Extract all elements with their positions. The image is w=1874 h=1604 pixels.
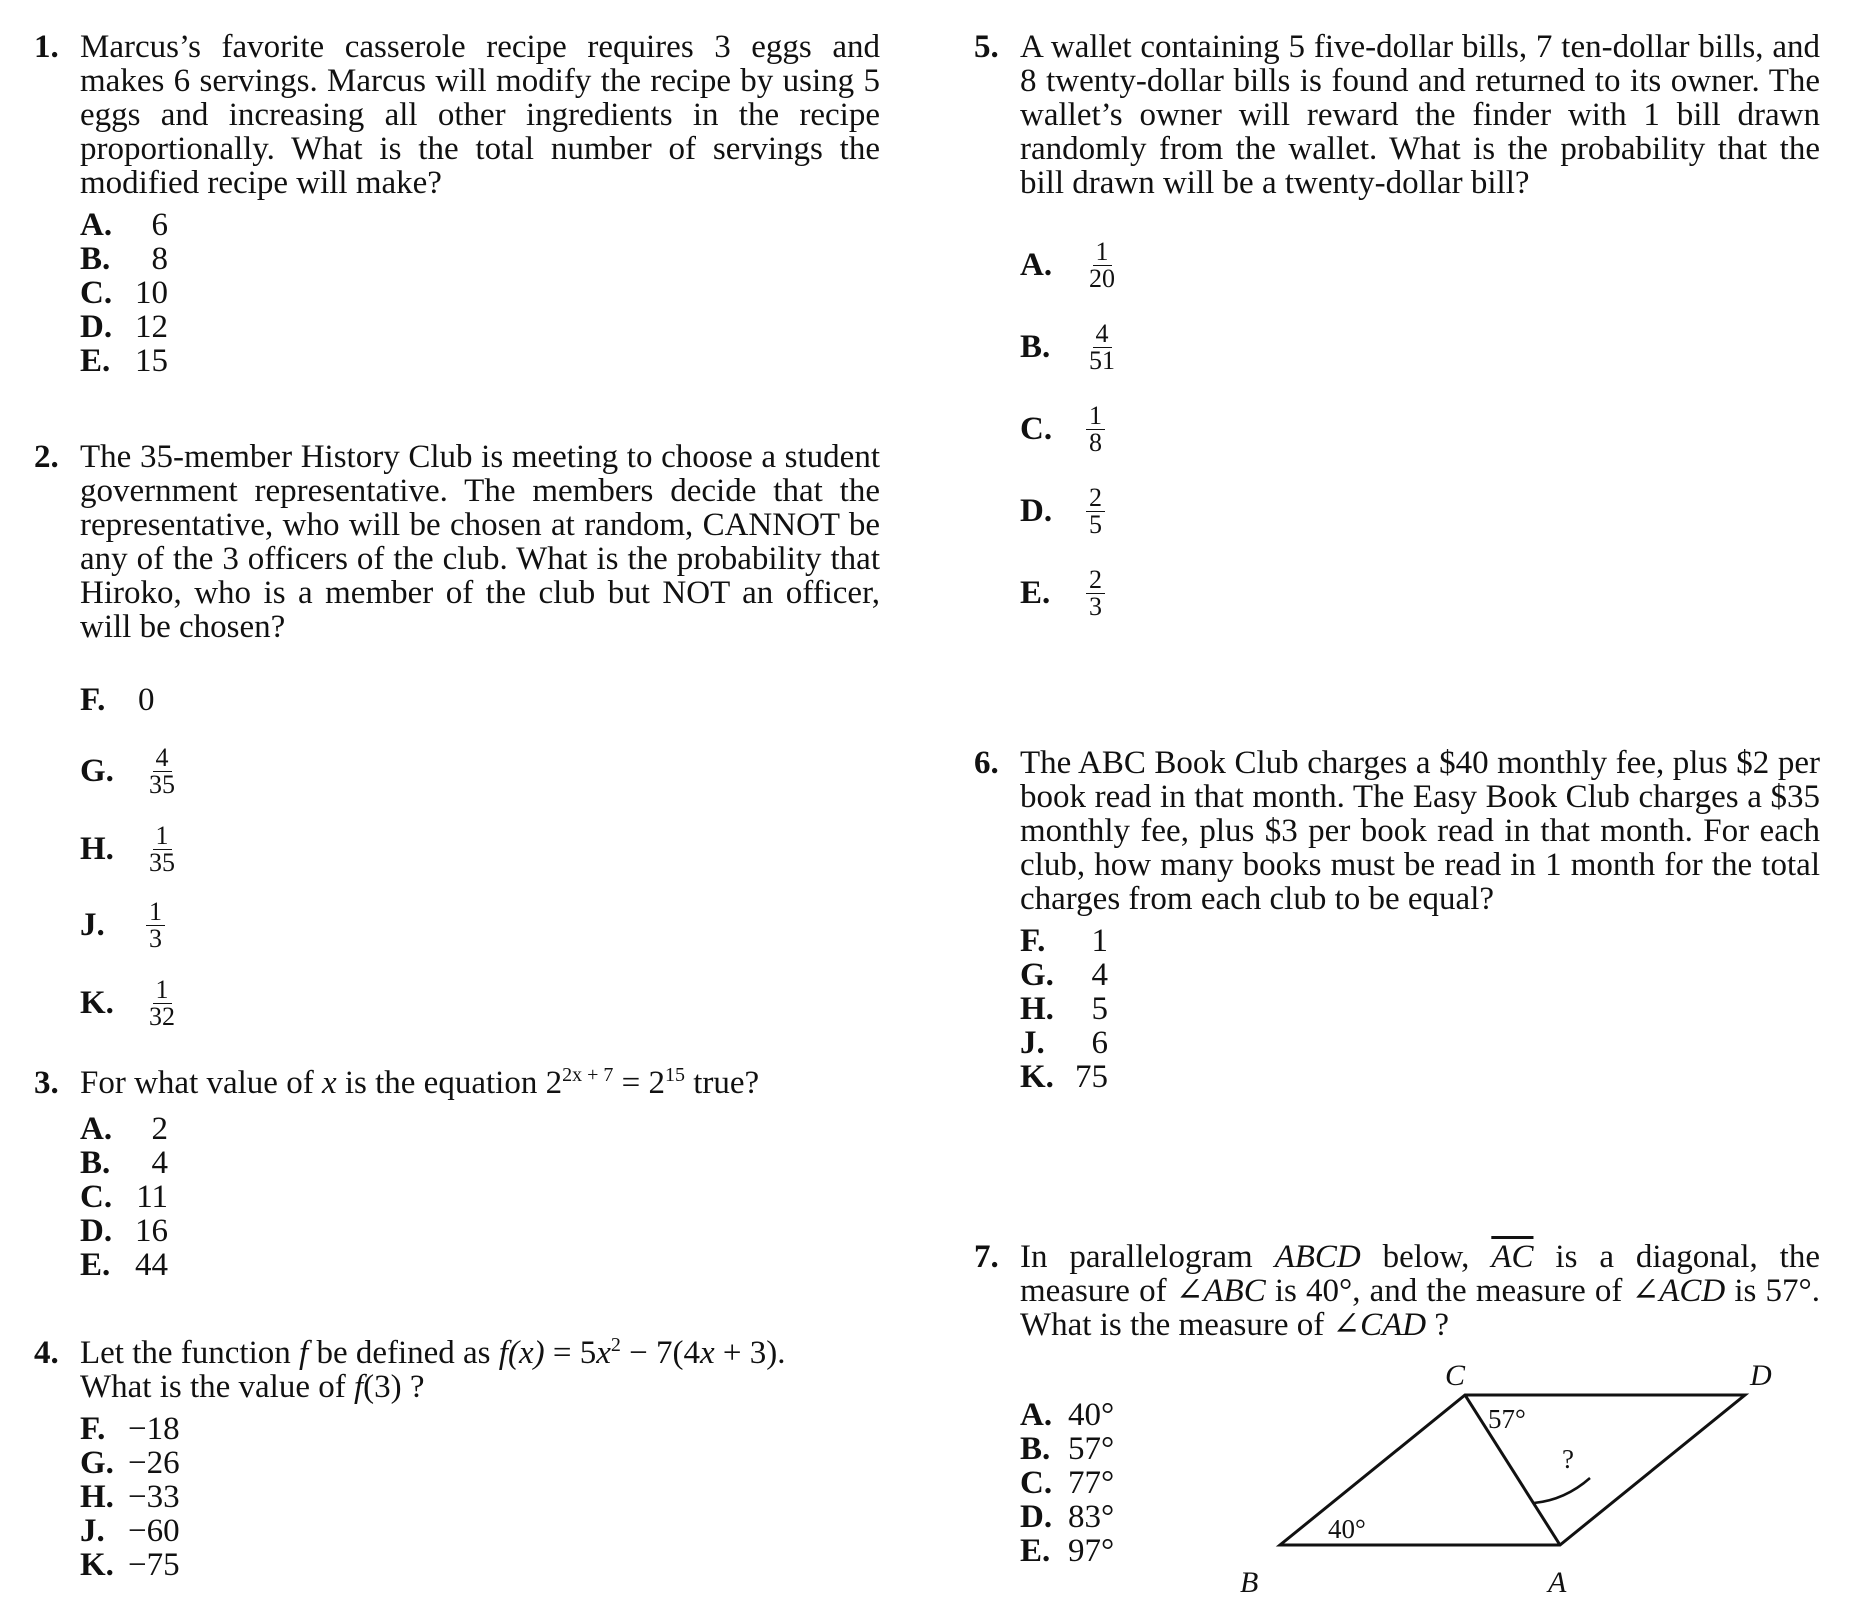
answer-option[interactable] xyxy=(1020,388,1820,470)
answer-options xyxy=(80,1412,880,1582)
answer-option[interactable] xyxy=(80,1480,880,1514)
vertex-label-c: C xyxy=(1445,1360,1466,1392)
answer-option[interactable] xyxy=(1020,958,1820,992)
fraction xyxy=(146,820,178,877)
option-value: 2 xyxy=(151,1111,168,1147)
answer-option[interactable] xyxy=(80,1514,880,1548)
option-label: E. xyxy=(1020,574,1051,611)
option-label: H. xyxy=(1020,991,1054,1027)
answer-option[interactable] xyxy=(80,886,880,964)
option-label: A. xyxy=(1020,246,1053,283)
answer-option[interactable] xyxy=(80,1180,880,1214)
option-value: 4 xyxy=(151,1145,168,1181)
question-text: In parallelogram ABCD below, $\overline{AC}$ is a diagonal, the measure of ∠ABC is 40°, and the measure of ∠ACD is 57°. What is the measure of ∠CAD ? xyxy=(1020,1239,1820,1343)
option-label: D. xyxy=(80,1213,113,1249)
option-label: G. xyxy=(80,1445,114,1481)
answer-option[interactable] xyxy=(80,1214,880,1248)
option-label: B. xyxy=(80,241,111,277)
answer-option[interactable] xyxy=(80,1112,880,1146)
option-label: C. xyxy=(80,275,113,311)
answer-options xyxy=(1020,224,1820,634)
option-label: K. xyxy=(80,984,114,1021)
option-value: −33 xyxy=(128,1479,180,1515)
answer-options xyxy=(1020,924,1820,1094)
question-number: 7. xyxy=(974,1239,999,1275)
answer-option[interactable] xyxy=(1020,306,1820,388)
denominator: 35 xyxy=(149,847,175,877)
option-label: C. xyxy=(1020,410,1053,447)
question-6 xyxy=(974,746,1820,1094)
answer-option[interactable] xyxy=(80,1446,880,1480)
question-text: For what value of x is the equation $2^{2x + 7} = 2^{15}$ true? xyxy=(80,1064,760,1101)
answer-option[interactable] xyxy=(80,730,880,812)
option-value: 16 xyxy=(135,1213,168,1249)
answer-option[interactable] xyxy=(80,344,880,378)
option-value: 1 xyxy=(1091,923,1108,959)
answer-option[interactable] xyxy=(80,670,880,730)
fraction xyxy=(146,896,165,953)
option-label: B. xyxy=(1020,328,1051,365)
option-label: C. xyxy=(1020,1465,1053,1501)
denominator: 51 xyxy=(1089,345,1115,375)
option-value: 6 xyxy=(1091,1025,1108,1061)
numerator: 1 xyxy=(1093,239,1112,266)
question-text: The ABC Book Club charges a $40 monthly fee, plus $2 per book read in that month. The Easy Book Club charges a $35 monthly fee, plus $3 per book read in that month. For each club, how many books must be read in 1 month for the total charges from each club to be equal? xyxy=(1020,745,1820,917)
question-number: 1. xyxy=(34,29,59,65)
fraction xyxy=(1086,318,1118,375)
denominator: 3 xyxy=(149,923,162,953)
answer-options xyxy=(80,1112,880,1282)
option-label: J. xyxy=(80,1513,105,1549)
option-label: K. xyxy=(1020,1059,1054,1095)
option-label: G. xyxy=(80,752,114,789)
option-label: D. xyxy=(1020,492,1053,529)
fraction xyxy=(1086,564,1105,621)
option-label: F. xyxy=(1020,923,1046,959)
option-value: 97° xyxy=(1068,1533,1115,1569)
numerator: 2 xyxy=(1086,567,1105,594)
denominator: 32 xyxy=(149,1001,175,1031)
option-label: J. xyxy=(1020,1025,1045,1061)
option-value: 0 xyxy=(138,682,155,718)
option-value: 5 xyxy=(1091,991,1108,1027)
question-text: A wallet containing 5 five-dollar bills, 7 ten-dollar bills, and 8 twenty-dollar bills is found and returned to its owner. The wallet’s owner will reward the finder with 1 bill drawn randomly from the wallet. What is the probability that the bill drawn will be a twenty-dollar bill? xyxy=(1020,29,1820,201)
option-value: 12 xyxy=(135,309,168,345)
numerator: 1 xyxy=(153,977,172,1004)
option-value: 40° xyxy=(1068,1397,1115,1433)
answer-option[interactable] xyxy=(80,208,880,242)
fraction xyxy=(1086,400,1105,457)
option-label: J. xyxy=(80,906,105,943)
option-label: A. xyxy=(80,207,113,243)
fraction xyxy=(1086,482,1105,539)
angle-arc-cad xyxy=(1534,1478,1590,1503)
option-value: 15 xyxy=(135,343,168,379)
angle-label-unknown: ? xyxy=(1562,1444,1574,1474)
vertex-label-b: B xyxy=(1240,1566,1259,1599)
angle-label-acd: 57° xyxy=(1488,1404,1526,1434)
numerator: 1 xyxy=(153,823,172,850)
answer-option[interactable] xyxy=(80,812,880,886)
option-label: E. xyxy=(80,343,111,379)
answer-option[interactable] xyxy=(1020,1026,1820,1060)
numerator: 1 xyxy=(1086,403,1105,430)
option-value: 83° xyxy=(1068,1499,1115,1535)
question-text: The 35-member History Club is meeting to choose a student government representative. The members decide that the representative, who will be chosen at random, CANNOT be any of the 3 officers of the club. What is the probability that Hiroko, who is a member of the club but NOT an officer, will be chosen? xyxy=(80,439,880,645)
option-label: C. xyxy=(80,1179,113,1215)
answer-option[interactable] xyxy=(80,1548,880,1582)
vertex-label-a: A xyxy=(1548,1566,1567,1599)
option-label: H. xyxy=(80,1479,114,1515)
answer-option[interactable] xyxy=(80,310,880,344)
option-value: −18 xyxy=(128,1411,180,1447)
answer-option[interactable] xyxy=(1020,224,1820,306)
option-label: E. xyxy=(1020,1533,1051,1569)
option-label: F. xyxy=(80,1411,106,1447)
answer-option[interactable] xyxy=(1020,552,1820,634)
question-1 xyxy=(34,30,880,378)
fraction xyxy=(1086,236,1118,293)
question-2 xyxy=(34,440,880,1042)
parallelogram-diagram xyxy=(1240,1360,1780,1600)
option-label: B. xyxy=(1020,1431,1051,1467)
vertex-label-d: D xyxy=(1750,1360,1772,1392)
numerator: 2 xyxy=(1086,485,1105,512)
answer-option[interactable] xyxy=(80,1146,880,1180)
numerator: 4 xyxy=(153,745,172,772)
option-label: D. xyxy=(1020,1499,1053,1535)
option-label: B. xyxy=(80,1145,111,1181)
question-4 xyxy=(34,1336,880,1582)
answer-option[interactable] xyxy=(1020,992,1820,1026)
question-number: 5. xyxy=(974,29,999,65)
option-value: −26 xyxy=(128,1445,180,1481)
option-value: 6 xyxy=(151,207,168,243)
answer-option[interactable] xyxy=(80,276,880,310)
answer-options xyxy=(80,208,880,378)
option-value: 8 xyxy=(151,241,168,277)
answer-option[interactable] xyxy=(80,242,880,276)
option-value: 44 xyxy=(135,1247,168,1283)
option-value: 4 xyxy=(1091,957,1108,993)
option-label: F. xyxy=(80,682,106,718)
denominator: 5 xyxy=(1089,509,1102,539)
denominator: 3 xyxy=(1089,591,1102,621)
option-value: 11 xyxy=(136,1179,168,1215)
option-value: 57° xyxy=(1068,1431,1115,1467)
answer-options xyxy=(80,670,880,1042)
numerator: 1 xyxy=(146,899,165,926)
question-number: 2. xyxy=(34,439,59,475)
option-label: E. xyxy=(80,1247,111,1283)
denominator: 8 xyxy=(1089,427,1102,457)
option-label: G. xyxy=(1020,957,1054,993)
option-value: 10 xyxy=(135,275,168,311)
option-value: −75 xyxy=(128,1547,180,1583)
option-label: H. xyxy=(80,830,114,867)
answer-option[interactable] xyxy=(1020,1060,1820,1094)
question-number: 6. xyxy=(974,745,999,781)
option-value: −60 xyxy=(128,1513,180,1549)
answer-option[interactable] xyxy=(1020,924,1820,958)
question-number: 3. xyxy=(34,1065,59,1101)
option-label: K. xyxy=(80,1547,114,1583)
question-3 xyxy=(34,1066,880,1282)
option-label: A. xyxy=(1020,1397,1053,1433)
answer-option[interactable] xyxy=(1020,470,1820,552)
answer-option[interactable] xyxy=(80,1248,880,1282)
angle-label-abc: 40° xyxy=(1328,1514,1366,1544)
answer-option[interactable] xyxy=(80,964,880,1042)
question-5 xyxy=(974,30,1820,634)
question-number: 4. xyxy=(34,1335,59,1371)
option-value: 77° xyxy=(1068,1465,1115,1501)
answer-option[interactable] xyxy=(80,1412,880,1446)
option-value: 75 xyxy=(1075,1059,1108,1095)
fraction xyxy=(146,974,178,1031)
denominator: 35 xyxy=(149,769,175,799)
option-label: D. xyxy=(80,309,113,345)
question-text: Let the function f be defined as $f(x) = 5x^2 - 7(4x + 3)$. What is the value of f(3) ? xyxy=(80,1334,786,1405)
question-text: Marcus’s favorite casserole recipe requires 3 eggs and makes 6 servings. Marcus will modify the recipe by using 5 eggs and increasing all other ingredients in the recipe proportionally. What is the total number of servings the modified recipe will make? xyxy=(80,29,880,201)
numerator: 4 xyxy=(1093,321,1112,348)
denominator: 20 xyxy=(1089,263,1115,293)
option-label: A. xyxy=(80,1111,113,1147)
fraction xyxy=(146,742,178,799)
